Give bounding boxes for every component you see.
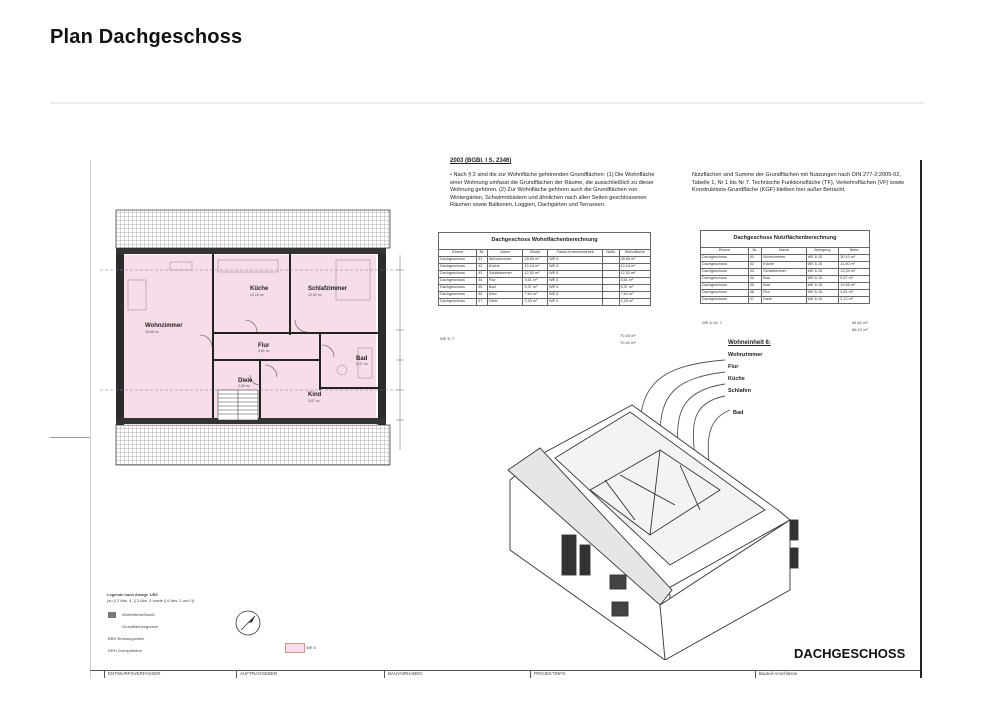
table-cell: Dachgeschoss <box>439 299 477 306</box>
table-cell: Flur <box>762 290 806 297</box>
table-row <box>439 299 651 306</box>
svg-text:Diele: Diele <box>238 378 253 384</box>
legend-pink-swatch <box>285 643 305 653</box>
legend-title: Legende nach Anlage 1/B3 <box>107 592 158 597</box>
table-cell: 12,65 m² <box>839 283 870 290</box>
table-cell <box>603 278 620 285</box>
table-cell: WE 6 <box>548 299 603 306</box>
table-header: Belegung <box>806 248 839 255</box>
table-nf-sum1: 84,81 m² <box>852 320 868 325</box>
table-cell <box>603 299 620 306</box>
table-cell: 45 <box>477 285 488 292</box>
svg-text:10,16 m²: 10,16 m² <box>250 293 264 297</box>
table-header: Ebene <box>701 248 749 255</box>
table-cell: 46 <box>477 292 488 299</box>
table-header: Name <box>487 250 523 257</box>
table-cell: 28,65 m² <box>523 257 548 264</box>
table-cell: 5,37 m² <box>523 285 548 292</box>
table-cell: WE 6 <box>548 278 603 285</box>
table-wf-sum2: 70,41 m² <box>620 340 636 345</box>
footer-cell: PROJEKTINFO <box>530 671 566 678</box>
table-cell: Dachgeschoss <box>701 276 749 283</box>
table-row <box>701 262 870 269</box>
table-cell: 13,34 m² <box>839 269 870 276</box>
table-cell: Dachgeschoss <box>701 283 749 290</box>
svg-text:5,37 m²: 5,37 m² <box>356 362 368 366</box>
isometric-drawing <box>500 340 810 660</box>
table-cell: WE 6 <box>548 264 603 271</box>
table-row <box>701 283 870 290</box>
table-wf-sum1: 70,33 m² <box>620 333 636 338</box>
footer-cell: BAUVORHABEN <box>384 671 423 678</box>
table-row <box>439 292 651 299</box>
table-cell <box>603 264 620 271</box>
text-para-right: Nutzflächen sind Summe der Grundflächen mit Nutzungen nach DIN 277-2:2005-02, Tabelle 1, Nr 1 bis Nr 7. Technische Funktionsfläche (TF), Verkehrsflächen (VF) sowie Konstruktions-Grundfläche (KGF) bleiben hier außer Betracht. <box>692 172 905 193</box>
table-cell: WE 6.15 <box>806 255 839 262</box>
table-cell <box>603 271 620 278</box>
table-cell: 12,52 m² <box>619 271 650 278</box>
table-header: Nr. <box>477 250 488 257</box>
table-row <box>439 257 651 264</box>
table-cell: 28,65 m² <box>619 257 650 264</box>
svg-text:2,38 m²: 2,38 m² <box>238 384 250 388</box>
svg-text:5,87 m²: 5,87 m² <box>308 399 320 403</box>
table-row <box>701 255 870 262</box>
table-cell: Schlafzimmer <box>762 269 806 276</box>
table-row <box>439 285 651 292</box>
table-cell: WE 6.15 <box>806 276 839 283</box>
table-cell: Dachgeschoss <box>439 285 477 292</box>
table-cell <box>603 292 620 299</box>
table-cell: Dachgeschoss <box>439 257 477 264</box>
table-cell: 43 <box>748 269 761 276</box>
table-cell: Dachgeschoss <box>701 290 749 297</box>
floor-plan-drawing <box>100 200 410 470</box>
svg-text:28,65 m²: 28,65 m² <box>145 330 159 334</box>
table-cell: WE 6.15 <box>806 262 839 269</box>
table-cell: 41 <box>477 257 488 264</box>
table-cell: 3,61 m² <box>619 278 650 285</box>
text-heading: 2003 (BGBl. I S. 2346) <box>450 158 512 164</box>
table-cell: 42 <box>748 262 761 269</box>
table-cell: WE 6.15 <box>806 283 839 290</box>
table-row <box>439 264 651 271</box>
svg-text:Flur: Flur <box>258 343 270 349</box>
table-cell: WE 6 <box>548 257 603 264</box>
table-row <box>439 271 651 278</box>
iso-label: Wohnzimmer <box>728 352 763 358</box>
table-cell: WE 6 <box>548 292 603 299</box>
svg-text:Schlafzimmer: Schlafzimmer <box>308 286 348 292</box>
table-cell: WE 6.15 <box>806 290 839 297</box>
table-cell: Wohnzimmer <box>762 255 806 262</box>
page-title: Plan Dachgeschoss <box>50 26 243 48</box>
legend-item: DRH Drempelhöhe <box>108 648 142 653</box>
table-cell: 47 <box>748 297 761 304</box>
table-cell: 47 <box>477 299 488 306</box>
table-cell: 5,37 m² <box>619 285 650 292</box>
sheet-border <box>90 160 91 678</box>
svg-text:12,52 m²: 12,52 m² <box>308 293 322 297</box>
svg-text:Küche: Küche <box>250 286 269 292</box>
legend-item: BRH Brüstungshöhe <box>108 636 145 641</box>
table-row <box>439 278 651 285</box>
table-cell: Kind <box>487 292 523 299</box>
iso-label: Schlafen <box>728 388 751 394</box>
table-cell: 7,64 m² <box>523 292 548 299</box>
table-cell: 30,10 m² <box>839 255 870 262</box>
iso-label: Küche <box>728 376 745 382</box>
table-cell: 5,87 m² <box>839 276 870 283</box>
table-cell: 7,64 m² <box>619 292 650 299</box>
footer-cell: ENTWURFSVERFASSER <box>104 671 161 678</box>
table-header: Faktor Anrechnbarkeit <box>548 250 603 257</box>
table-cell: WE 6 <box>548 271 603 278</box>
table-nf-sum-label: WE 6.15: 7 <box>702 320 722 325</box>
table-cell: Dachgeschoss <box>439 278 477 285</box>
table-cell: Dachgeschoss <box>701 255 749 262</box>
footer-cell: AUFTRAGGEBER <box>236 671 277 678</box>
table-cell: 4,81 m² <box>839 290 870 297</box>
footer-cell: Bauteil-Anschlüsse <box>755 671 797 678</box>
table-header: Netto <box>603 250 620 257</box>
table-cell: Wohnzimmer <box>487 257 523 264</box>
table-cell <box>603 257 620 264</box>
table-cell: WE 6.15 <box>806 297 839 304</box>
table-header: Nr. <box>748 248 761 255</box>
table-cell <box>603 285 620 292</box>
legend-swatch-box <box>108 612 116 618</box>
table-nf-sum2: 86,12 m² <box>852 327 868 332</box>
iso-caption: DACHGESCHOSS <box>794 646 906 661</box>
table-cell: Flur <box>487 278 523 285</box>
table-nf-title: Dachgeschoss Nutzflächenberechnung <box>700 230 870 247</box>
table-header: Brutto <box>523 250 548 257</box>
table-wf-title: Dachgeschoss Wohnflächenberechnung <box>438 232 651 249</box>
divider <box>50 102 924 104</box>
table-cell: Bad <box>762 283 806 290</box>
table-cell: 44 <box>477 278 488 285</box>
north-arrow-icon <box>233 608 263 638</box>
table-row <box>701 269 870 276</box>
iso-heading: Wohneinheit 6: <box>728 340 771 346</box>
table-nutzflaeche <box>700 230 870 304</box>
svg-text:Bad: Bad <box>356 356 368 362</box>
table-cell: 2,33 m² <box>523 299 548 306</box>
side-line <box>50 437 90 438</box>
table-cell: Küche <box>762 262 806 269</box>
table-cell: Diele <box>487 299 523 306</box>
table-header: Netto <box>839 248 870 255</box>
table-cell: 2,33 m² <box>619 299 650 306</box>
table-wf-sum-label: WE 6: 7 <box>440 336 455 341</box>
iso-label: Bad <box>733 410 744 416</box>
table-header: Ebene <box>439 250 477 257</box>
table-cell: 41 <box>748 255 761 262</box>
table-header: Name <box>762 248 806 255</box>
table-cell: 2,12 m² <box>839 297 870 304</box>
table-cell: 45 <box>748 283 761 290</box>
table-cell: Küche <box>487 264 523 271</box>
table-cell: WE 6 <box>548 285 603 292</box>
table-cell: Dachgeschoss <box>439 264 477 271</box>
table-row <box>701 290 870 297</box>
legend-item: Grundflächengrenze <box>122 624 159 629</box>
legend-subtitle: (zu § 2 Abs. 4, § 3 Abs. 4 sowie § 6 Abs. 2 und 3) <box>107 598 195 603</box>
table-cell: Dachgeschoss <box>701 297 749 304</box>
table-cell: 44 <box>748 276 761 283</box>
legend-swatch-label: WE 6 <box>306 645 316 650</box>
table-cell: 11,00 m² <box>839 262 870 269</box>
text-para-left: • Nach § 2 sind die zur Wohnfläche gehörenden Grundflächen: (1) Die Wohnfläche einer Wohnung umfasst die Grundflächen der Räume, die ausschließlich zu dieser Wohnung gehören. (2) Zur Wohnfläche gehören auch die Grundflächen von Wintergärten, Schwimmbädern und ähnlichen nach allen Seiten geschlossenen Räumen sowie Balkonen, Loggien, Dachgärten und Terrassen. <box>450 172 655 208</box>
table-cell: 46 <box>748 290 761 297</box>
table-cell: 12,52 m² <box>523 271 548 278</box>
svg-text:3,61 m²: 3,61 m² <box>258 349 270 353</box>
table-cell: Dachgeschoss <box>701 269 749 276</box>
table-cell: 43 <box>477 271 488 278</box>
legend-item: Wohnfläche/Nutzfl. <box>122 612 156 617</box>
table-cell: 3,61 m² <box>523 278 548 285</box>
svg-text:Wohnzimmer: Wohnzimmer <box>145 323 183 329</box>
table-cell: Schlafzimmer <box>487 271 523 278</box>
table-row <box>701 276 870 283</box>
table-cell: Dachgeschoss <box>701 262 749 269</box>
iso-label: Flur <box>728 364 739 370</box>
svg-text:Kind: Kind <box>308 392 322 398</box>
table-header: Wohnfläche <box>619 250 650 257</box>
table-cell: Dachgeschoss <box>439 271 477 278</box>
table-cell: Bad <box>487 285 523 292</box>
table-cell: 10,16 m² <box>523 264 548 271</box>
table-row <box>701 297 870 304</box>
table-cell: Dachgeschoss <box>439 292 477 299</box>
table-wohnflaeche <box>438 232 651 306</box>
table-cell: WE 6.15 <box>806 269 839 276</box>
table-cell: Diele <box>762 297 806 304</box>
table-cell: Bad <box>762 276 806 283</box>
table-cell: 10,16 m² <box>619 264 650 271</box>
table-cell: 42 <box>477 264 488 271</box>
